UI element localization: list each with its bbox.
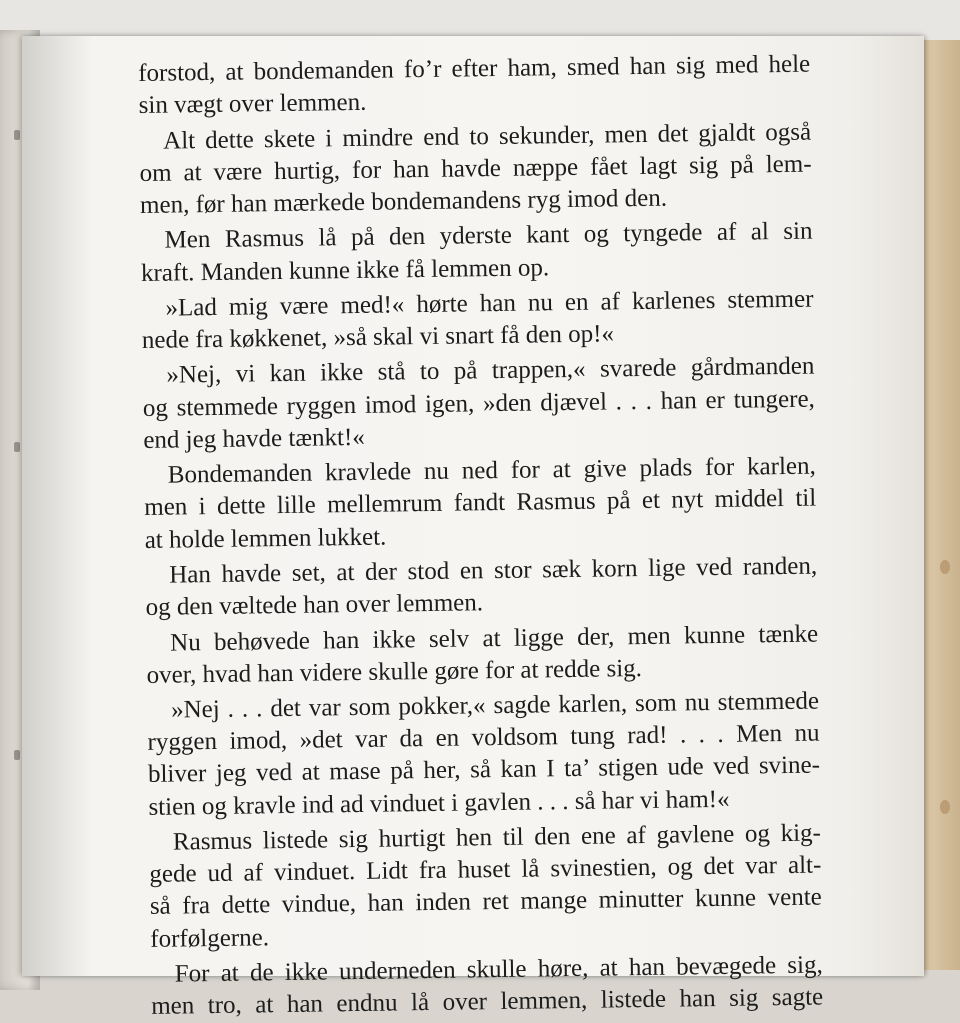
text-line: om at være hurtig, for han havde næppe fået lagt sig på lem- [139,150,812,187]
paragraph [145,551,818,625]
paragraph [140,216,813,290]
text-line: forfølgerne. [150,923,270,953]
text-line: forstod, at bondemanden fo’r efter ham, smed han sig med hele [138,50,811,87]
paragraph [142,351,815,457]
binding-thread-mark [14,130,20,140]
text-line: For at de ikke underneden skulle høre, at han bevægede sig, [174,951,823,988]
page-text [138,49,823,1023]
gutter-shadow [22,36,92,976]
foxing-spot [940,800,950,814]
paragraph [147,686,821,824]
text-line: at holde lemmen lukket. [144,523,387,554]
binding-thread-mark [14,750,20,760]
text-line: gede ud af vinduet. Lidt fra huset lå svinestien, og det var alt- [149,851,822,889]
paragraph [149,818,823,956]
text-line: »Nej . . . det var som pokker,« sagde karlen, som nu stemmede [170,687,820,724]
text-line: sin vægt over lemmen. [138,89,367,120]
text-line: ryggen imod, »det var da en voldsom tung rad! . . . Men nu [147,719,820,757]
text-line: stien og kravle ind ad vinduet i gavlen . . . så har vi ham!« [148,785,730,821]
text-line: men, før han mærkede bondemandens ryg imod den. [139,184,668,219]
text-line: bliver jeg ved at mase på her, så kan I ta’ stigen ude ved svine- [147,751,821,789]
paragraph [138,49,811,123]
text-line: og den væltede han over lemmen. [145,589,484,622]
text-line: »Lad mig være med!« hørte han nu en af karlenes stemmer [165,285,814,322]
paragraph [151,949,824,1023]
paragraph [144,451,817,557]
foxing-spot [940,560,950,574]
text-line: kraft. Manden kunne ikke få lemmen op. [140,253,550,287]
text-line: »Nej, vi kan ikke stå to på trappen,« svarede gårdmanden [166,353,815,390]
text-line: og stemmede ryggen imod igen, »den djævel . . . han er tungere, [142,385,816,422]
text-line: Rasmus listede sig hurtigt hen til den ene af gavlene og kig- [172,819,822,856]
text-line: Bondemanden kravlede nu ned for at give plads for karlen, [167,452,816,489]
text-line: men i dette lille mellemrum fandt Rasmus på et nyt middel til [144,484,817,522]
text-line: nede fra køkkenet, »så skal vi snart få den op!« [141,320,615,355]
paragraph [141,283,814,357]
text-line: over, hvad han videre skulle gøre for at redde sig. [146,654,643,689]
text-line: men tro, at han endnu lå over lemmen, listede han sig sagte [151,983,824,1021]
text-line: så fra dette vindue, han inden ret mange minutter kunne vente [149,883,822,921]
text-line: Nu behøvede han ikke selv at ligge der, men kunne tænke [169,620,819,657]
binding-thread-mark [14,442,20,452]
text-line: end jeg havde tænkt!« [143,423,365,454]
text-line: Alt dette skete i mindre end to sekunder, men det gjaldt også [162,118,812,155]
paragraph [146,618,819,692]
paragraph [139,116,812,222]
text-line: Men Rasmus lå på den yderste kant og tyngede af al sin [164,217,813,254]
text-line: Han havde set, at der stod en stor sæk korn lige ved randen, [169,552,818,589]
